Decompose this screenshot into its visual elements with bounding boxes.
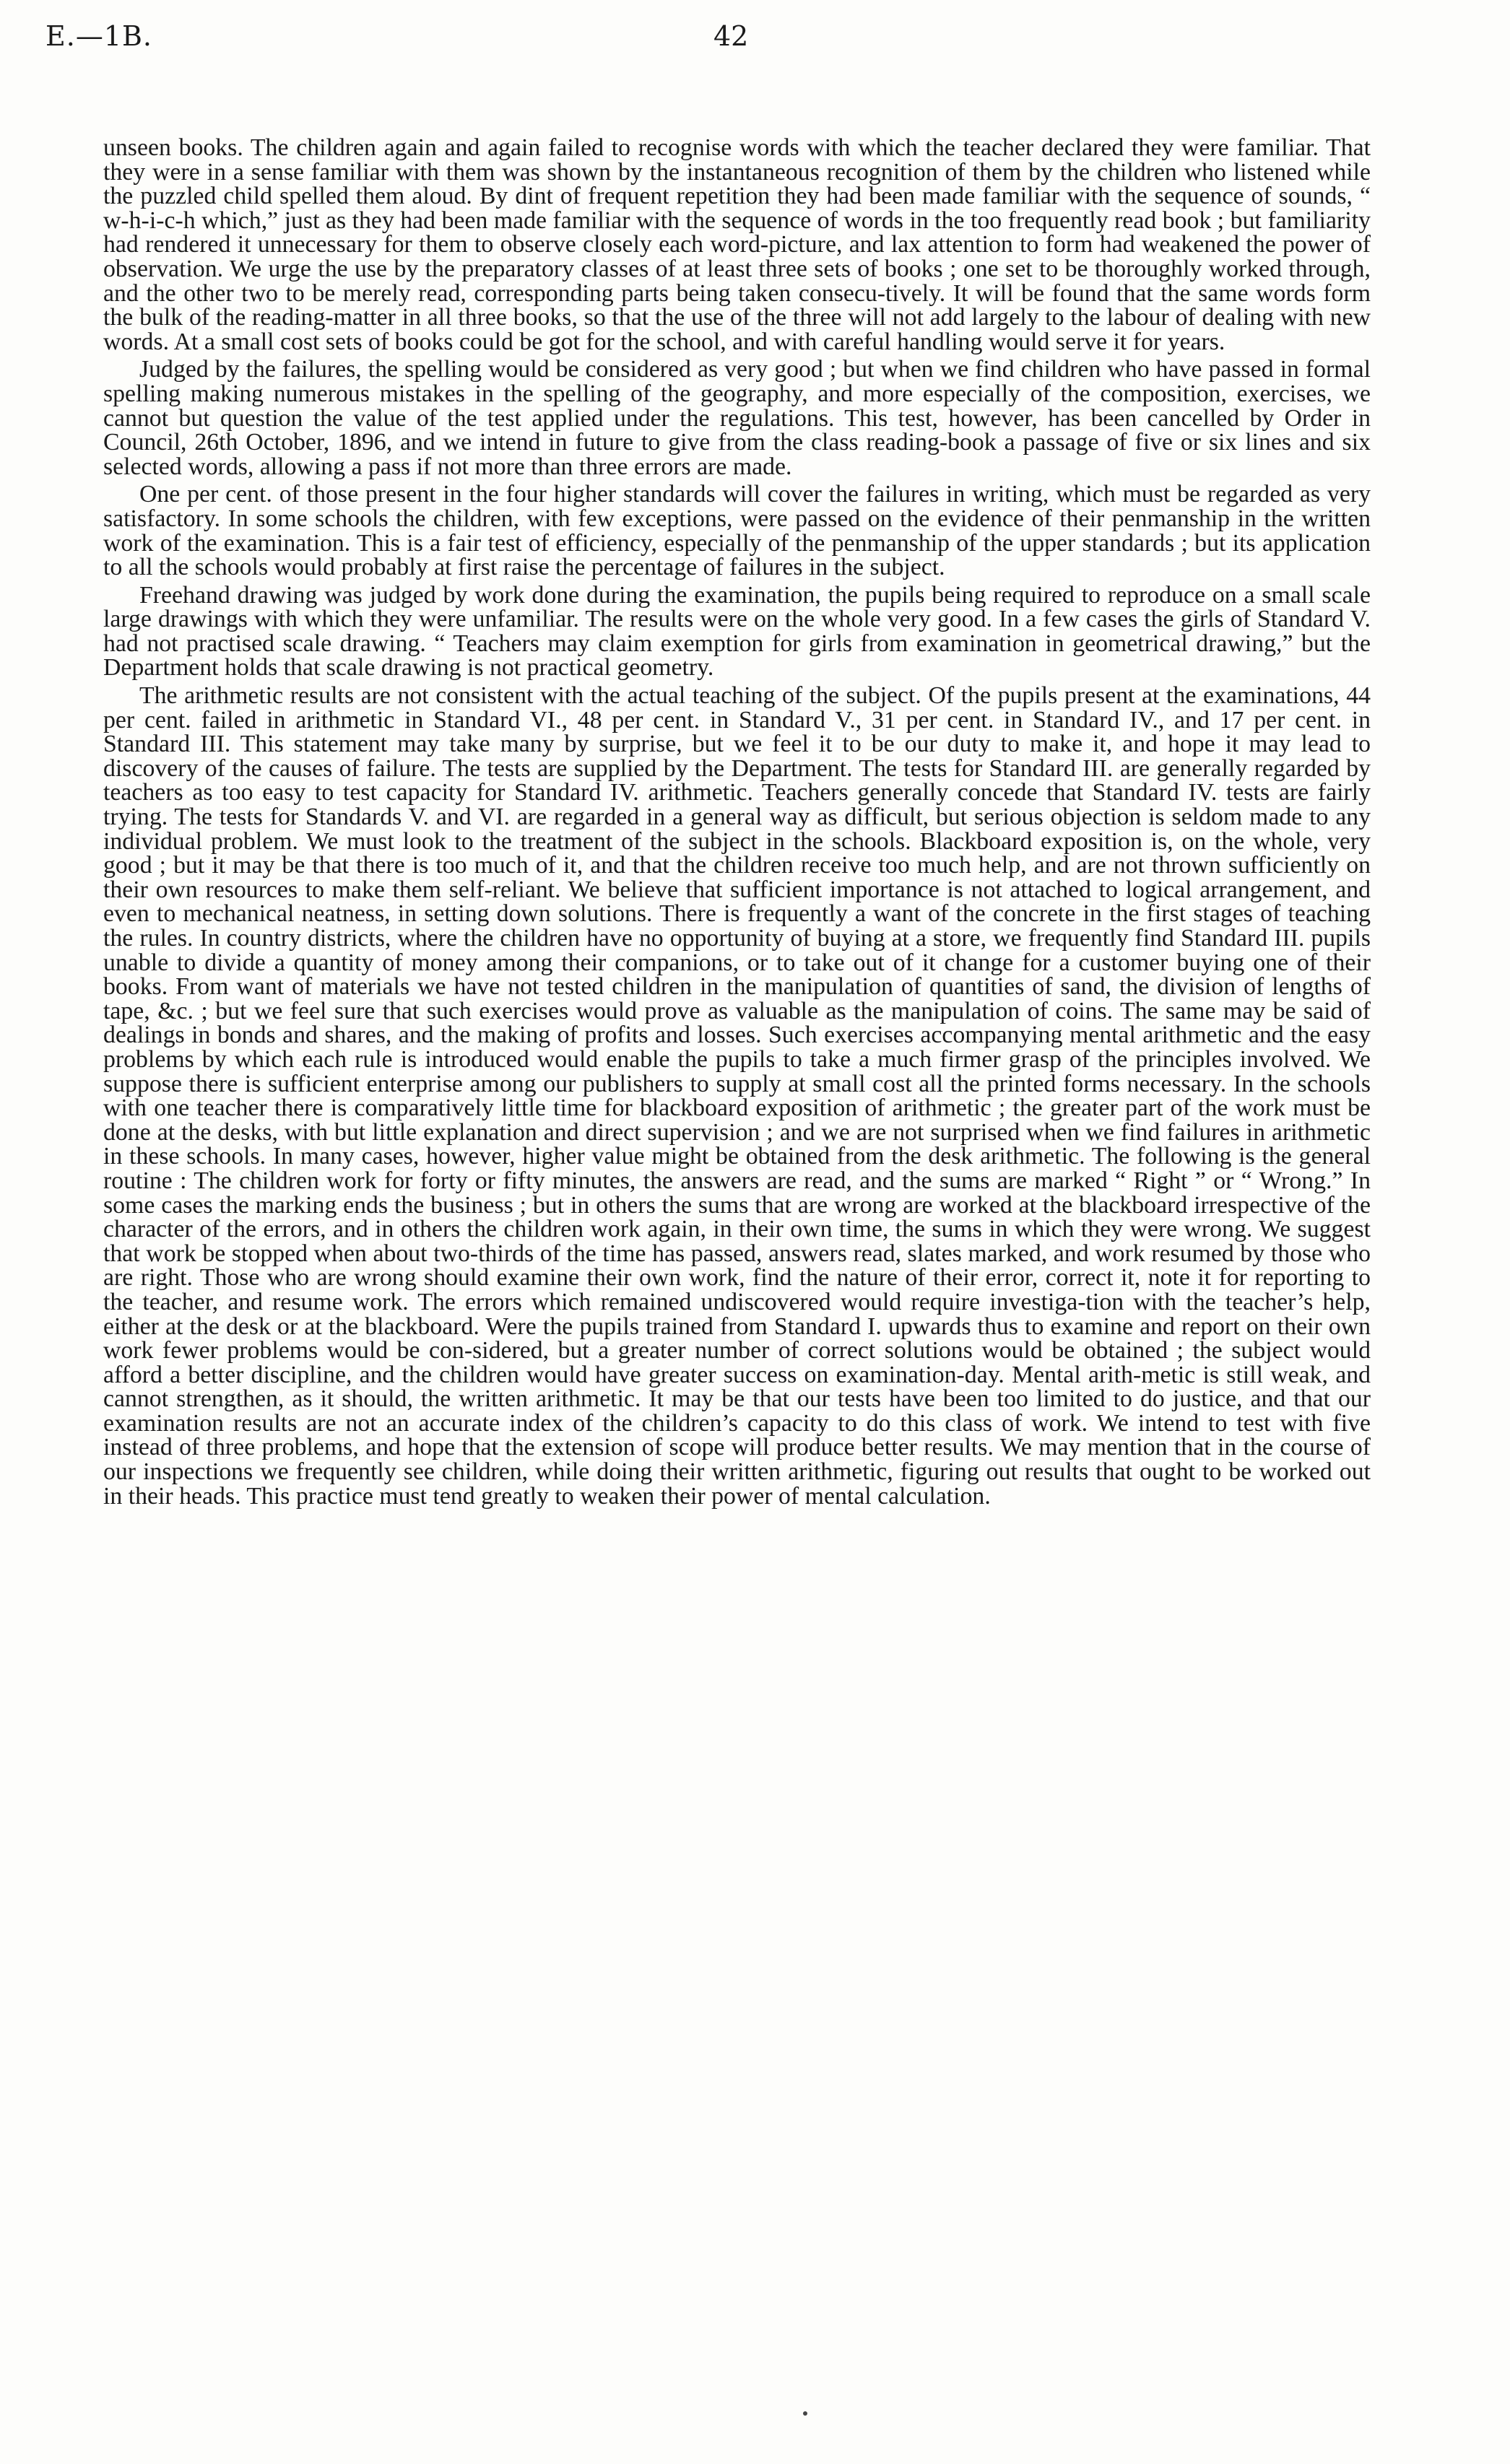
ink-speck (803, 2411, 807, 2416)
paragraph-reading-books: unseen books. The children again and again failed to recognise words with which the teacher declared they were familiar. That they were in a sense familiar with them was shown by the instantaneous recognition of them by the children who listened while the puzzled child spelled them aloud. By dint of frequent repetition they had been made familiar with the sequence of sounds, “ w-h-i-c-h which,” just as they had been made familiar with the sequence of words in the too frequently read book ; but familiarity had rendered it unnecessary for them to observe closely each word-picture, and lax attention to form had weakened the power of observation. We urge the use by the preparatory classes of at least three sets of books ; one set to be thoroughly worked through, and the other two to be merely read, corresponding parts being taken consecu-tively. It will be found that the same words form the bulk of the reading-matter in all three books, so that the use of the three will not add largely to the labour of dealing with new words. At a small cost sets of books could be got for the school, and with careful handling would serve it for years. (103, 134, 1371, 355)
page-header (45, 20, 1403, 64)
paragraph-drawing: Freehand drawing was judged by work done during the examination, the pupils being required to reproduce on a small scale large drawings with which they were unfamiliar. The results were on the whole very good. In a few cases the girls of Standard V. had not practised scale drawing. “ Teachers may claim exemption for girls from examination in geometrical drawing,” but the Department holds that scale drawing is not practical geometry. (103, 581, 1371, 682)
paragraph-spelling: Judged by the failures, the spelling would be considered as very good ; but when we find children who have passed in formal spelling making numerous mistakes in the spelling of the geography, and more especially of the composition, exercises, we cannot but question the value of the test applied under the regulations. This test, however, has been cancelled by Order in Council, 26th October, 1896, and we intend in future to give from the class reading-book a passage of five or six lines and six selected words, allowing a pass if not more than three errors are made. (103, 356, 1371, 480)
report-body (103, 136, 1371, 1512)
paragraph-arithmetic: The arithmetic results are not consistent with the actual teaching of the subject. Of the pupils present at the examinations, 44 per cent. failed in arithmetic in Standard VI., 48 per cent. in Standard V., 31 per cent. in Standard IV., and 17 per cent. in Standard III. This statement may take many by surprise, but we feel it to be our duty to make it, and hope it may lead to discovery of the causes of failure. The tests are supplied by the Department. The tests for Standard III. are generally regarded by teachers as too easy to test capacity for Standard IV. arithmetic. Teachers generally concede that Standard IV. tests are fairly trying. The tests for Standards V. and VI. are regarded in a general way as difficult, but serious objection is seldom made to any individual problem. We must look to the treatment of the subject in the schools. Blackboard exposition is, on the whole, very good ; but it may be that there is too much of it, and that the children receive too much help, and are not thrown sufficiently on their own resources to make them self-reliant. We believe that sufficient importance is not attached to logical arrangement, and even to mechanical neatness, in setting down solutions. There is frequently a want of the concrete in the first stages of teaching the rules. In country districts, where the children have no opportunity of buying at a store, we frequently find Standard III. pupils unable to divide a quantity of money among their companions, or to take out of it change for a customer buying one of their books. From want of materials we have not tested children in the manipulation of quantities of sand, the division of lengths of tape, &c. ; but we feel sure that such exercises would prove as valuable as the manipulation of coins. The same may be said of dealings in bonds and shares, and the making of profits and losses. Such exercises accompanying mental arithmetic and the easy problems by which each rule is introduced would enable the pupils to take a much firmer grasp of the principles involved. We suppose there is sufficient enterprise among our publishers to supply at small cost all the printed forms necessary. In the schools with one teacher there is comparatively little time for blackboard exposition of arithmetic ; the greater part of the work must be done at the desks, with but little explanation and direct supervision ; and we are not surprised when we find failures in arithmetic in these schools. In many cases, however, higher value might be obtained from the desk arithmetic. The following is the general routine : The children work for forty or fifty minutes, the answers are read, and the sums are marked “ Right ” or “ Wrong.” In some cases the marking ends the business ; but in others the sums that are wrong are worked at the blackboard irrespective of the character of the errors, and in others the children work again, in their own time, the sums in which they were wrong. We suggest that work be stopped when about two-thirds of the time has passed, answers read, slates marked, and work resumed by those who are right. Those who are wrong should examine their own work, find the nature of their error, correct it, note it for reporting to the teacher, and resume work. The errors which remained undiscovered would require investiga-tion with the teacher’s help, either at the desk or at the blackboard. Were the pupils trained from Standard I. upwards thus to examine and report on their own work fewer problems would be con-sidered, but a greater number of correct solutions would be obtained ; the subject would afford a better discipline, and the children would have greater success on examination-day. Mental arith-metic is still weak, and cannot strengthen, as it should, the written arithmetic. It may be that our tests have been too limited to do justice, and that our examination results are not an accurate index of the children’s capacity to do this class of work. We intend to test with five instead of three problems, and hope that the extension of scope will produce better results. We may mention that in the course of our inspections we frequently see children, while doing their written arithmetic, figuring out results that ought to be worked out in their heads. This practice must tend greatly to weaken their power of mental calculation. (103, 682, 1371, 1510)
document-code: E.—1B. (45, 20, 152, 52)
page-number: 42 (713, 20, 749, 52)
paragraph-writing: One per cent. of those present in the four higher standards will cover the failures in writing, which must be regarded as very satisfactory. In some schools the children, with few exceptions, were passed on the evidence of their penmanship in the written work of the examination. This is a fair test of efficiency, especially of the penmanship of the upper standards ; but its application to all the schools would probably at first raise the percentage of failures in the subject. (103, 481, 1371, 581)
